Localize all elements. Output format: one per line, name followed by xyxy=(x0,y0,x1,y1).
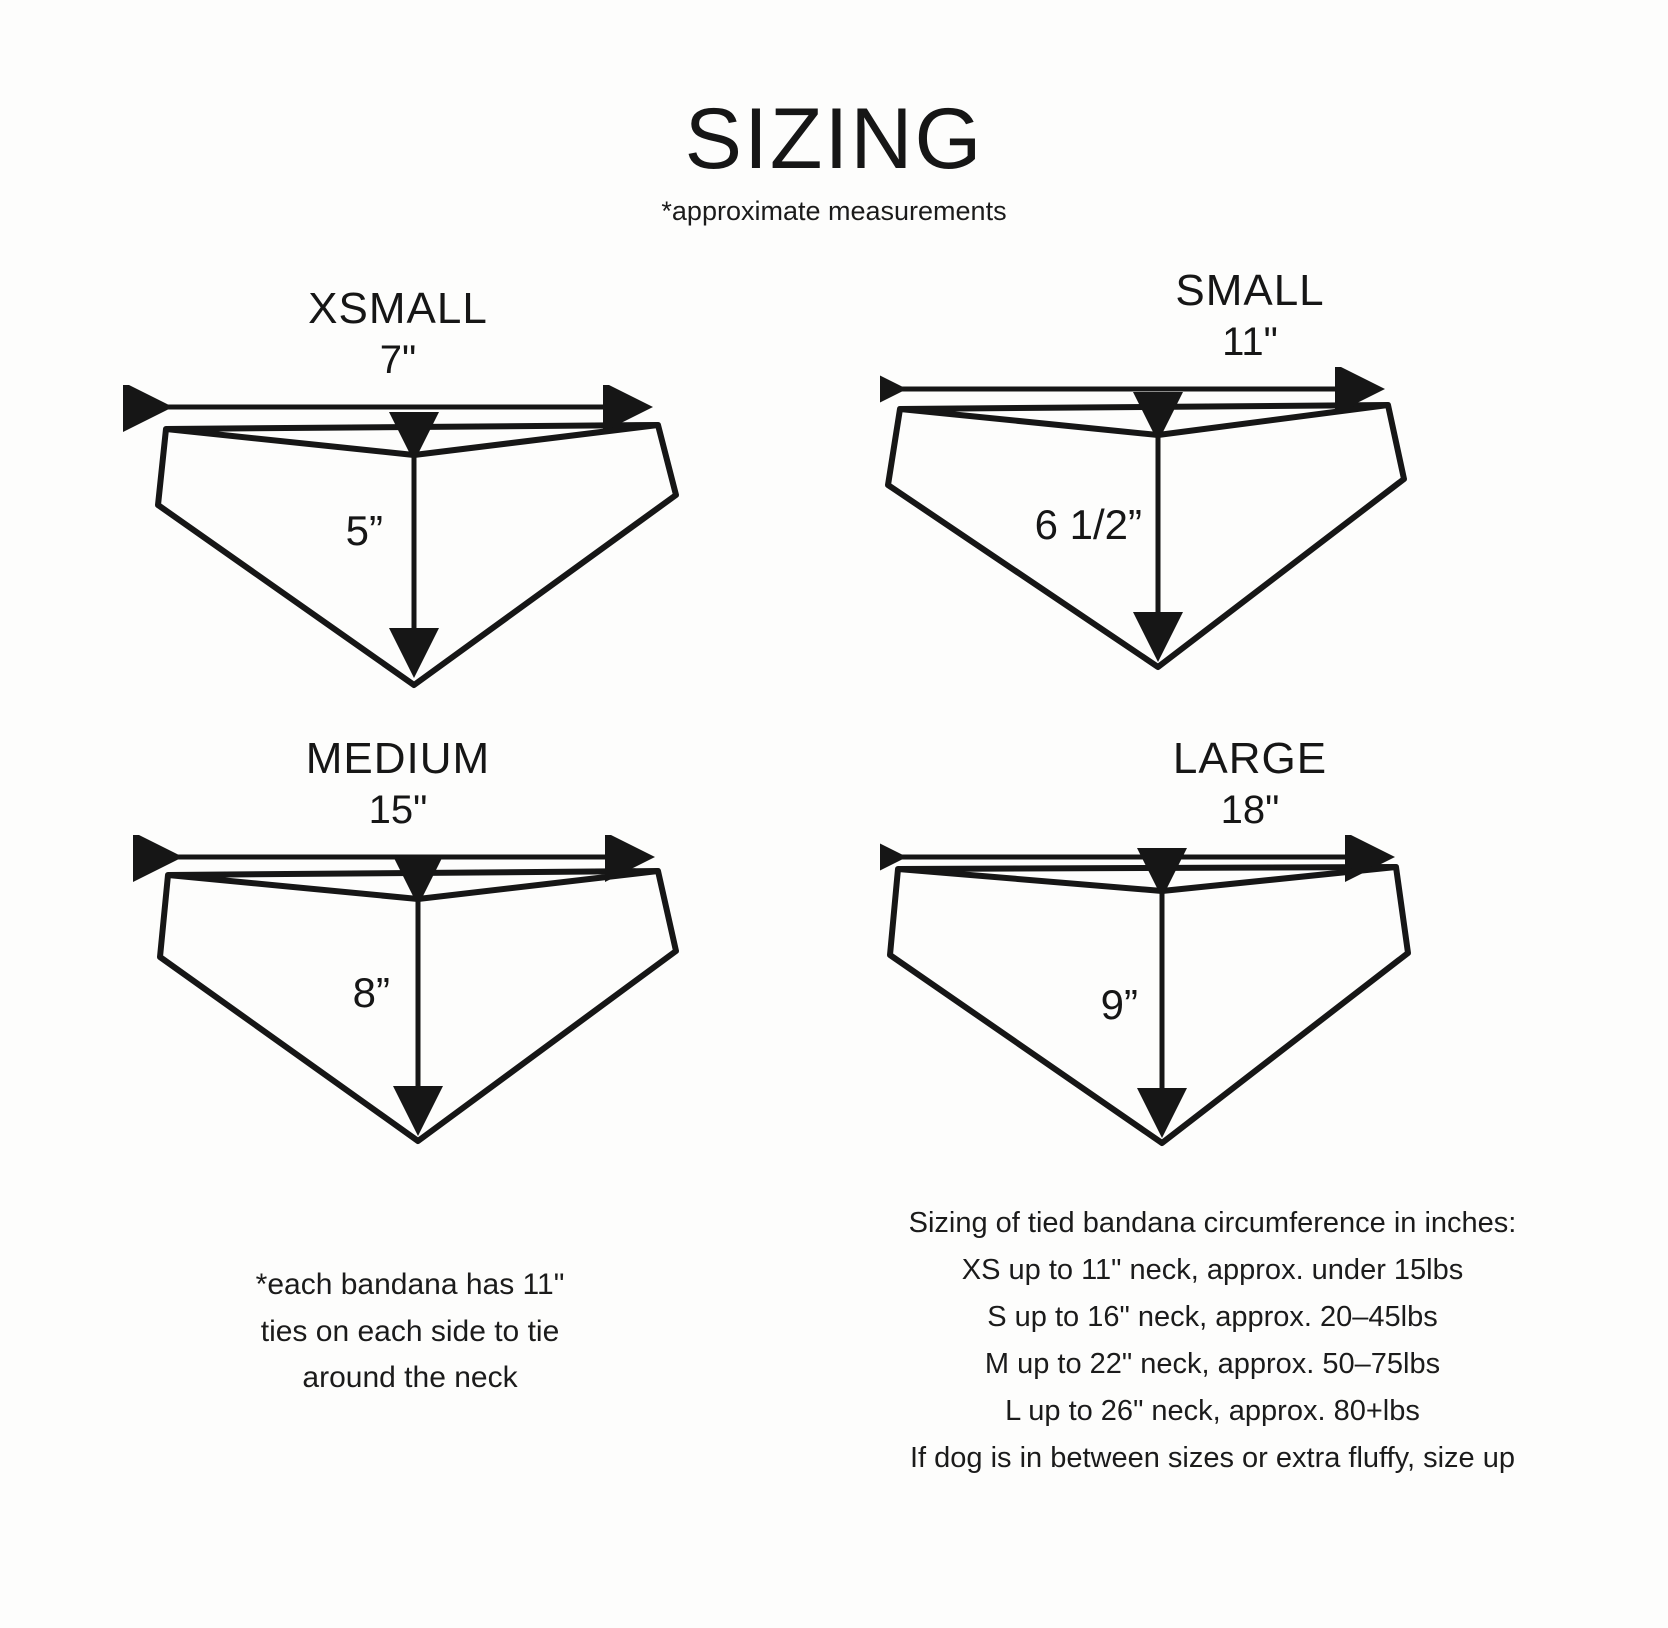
page-header xyxy=(0,91,1668,227)
bandana-diagram-large xyxy=(880,835,1620,1180)
size-name-small: SMALL xyxy=(1175,266,1325,315)
size-name-large: LARGE xyxy=(1172,734,1328,783)
size-name-xsmall: XSMALL xyxy=(308,284,488,333)
size-block-medium xyxy=(28,736,768,1180)
size-name-medium: MEDIUM xyxy=(305,734,491,783)
circumference-note-l: L up to 26" neck, approx. 80+lbs xyxy=(1005,1394,1420,1427)
bandana-diagram-small xyxy=(880,367,1620,712)
ties-note-line-1: *each bandana has 11" xyxy=(255,1268,565,1301)
size-height-label-small: 6 1/2” xyxy=(1034,501,1142,549)
size-block-small xyxy=(880,268,1620,712)
size-width-label-xsmall: 7" xyxy=(379,338,417,383)
circumference-note-m: M up to 22" neck, approx. 50–75lbs xyxy=(984,1347,1441,1380)
size-height-label-xsmall: 5” xyxy=(345,507,383,555)
circumference-note-xs: XS up to 11" neck, approx. under 15lbs xyxy=(961,1253,1464,1286)
circumference-note-lead: Sizing of tied bandana circumference in inches: xyxy=(908,1207,1517,1239)
page-subtitle: *approximate measurements xyxy=(661,196,1007,226)
page-title: SIZING xyxy=(684,91,984,187)
ties-note xyxy=(150,1262,670,1402)
circumference-note-s: S up to 16" neck, approx. 20–45lbs xyxy=(987,1300,1438,1333)
size-width-label-small: 11" xyxy=(1222,320,1278,365)
bandana-diagram-xsmall xyxy=(28,385,768,720)
ties-note-line-3: around the neck xyxy=(302,1361,518,1394)
circumference-note xyxy=(790,1200,1635,1482)
size-block-large xyxy=(880,736,1620,1180)
size-height-label-medium: 8” xyxy=(352,969,390,1017)
size-width-label-medium: 15" xyxy=(368,788,428,833)
size-height-label-large: 9” xyxy=(1100,981,1138,1029)
ties-note-line-2: ties on each side to tie xyxy=(260,1314,560,1348)
bandana-diagram-medium xyxy=(28,835,768,1180)
size-block-xsmall xyxy=(28,286,768,720)
size-width-label-large: 18" xyxy=(1220,788,1280,833)
circumference-note-sizeup: If dog is in between sizes or extra fluffy, size up xyxy=(909,1441,1515,1474)
